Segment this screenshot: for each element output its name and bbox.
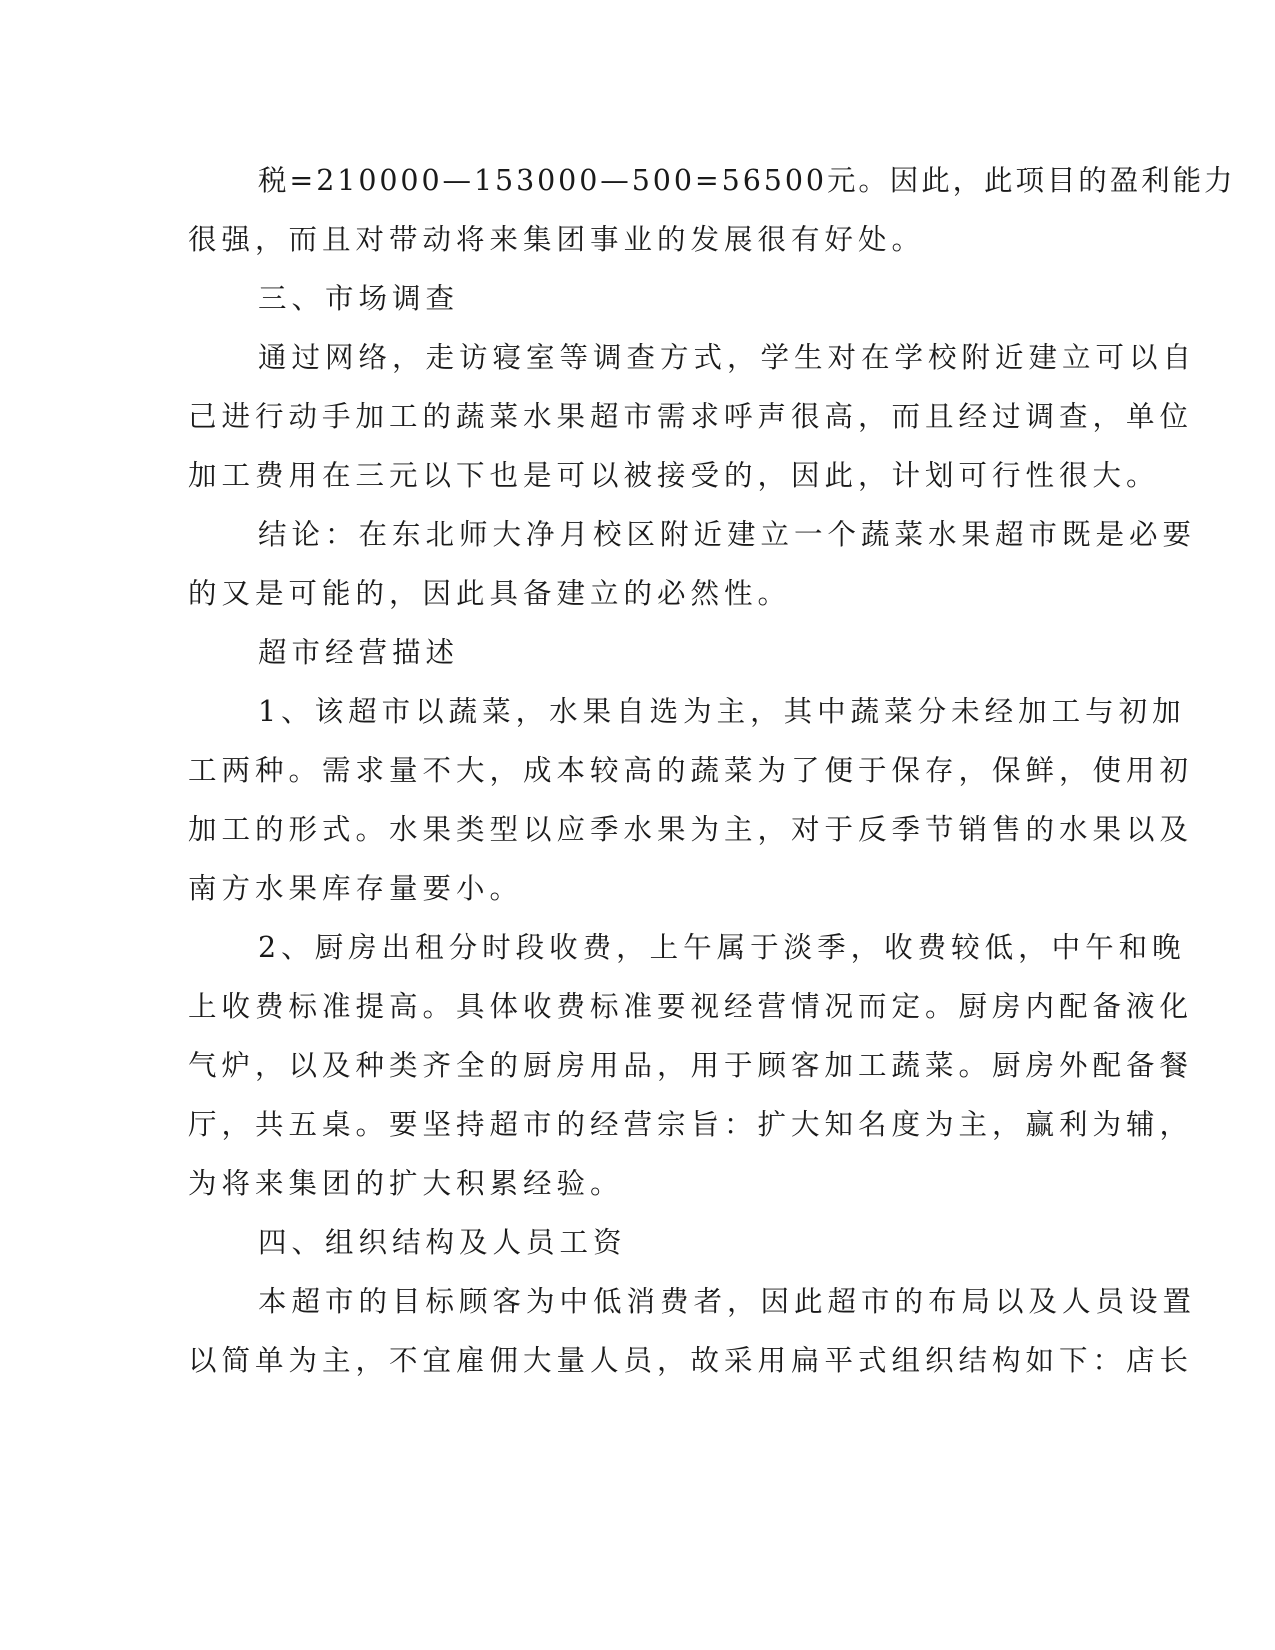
section-heading: 四、组织结构及人员工资: [258, 1226, 627, 1259]
section-heading: 超市经营描述: [258, 636, 460, 669]
paragraph-line: 南方水果库存量要小。: [188, 872, 524, 905]
paragraph-line: 本超市的目标顾客为中低消费者，因此超市的布局以及人员设置: [258, 1285, 1197, 1318]
paragraph-line: 税=210000—153000—500=56500元。因此，此项目的盈利能力: [258, 164, 1236, 197]
paragraph-line: 以简单为主，不宜雇佣大量人员，故采用扁平式组织结构如下：店长: [188, 1344, 1194, 1377]
paragraph-line: 很强，而且对带动将来集团事业的发展很有好处。: [188, 223, 926, 256]
paragraph-line: 1、该超市以蔬菜，水果自选为主，其中蔬菜分未经加工与初加: [258, 695, 1186, 728]
paragraph-line: 工两种。需求量不大，成本较高的蔬菜为了便于保存，保鲜，使用初: [188, 754, 1194, 787]
paragraph-line: 2、厨房出租分时段收费，上午属于淡季，收费较低，中午和晚: [258, 931, 1186, 964]
paragraph-line: 加工费用在三元以下也是可以被接受的，因此，计划可行性很大。: [188, 459, 1160, 492]
paragraph-line: 结论：在东北师大净月校区附近建立一个蔬菜水果超市既是必要: [258, 518, 1197, 551]
paragraph-line: 的又是可能的，因此具备建立的必然性。: [188, 577, 792, 610]
paragraph-line: 气炉，以及种类齐全的厨房用品，用于顾客加工蔬菜。厨房外配备餐: [188, 1049, 1194, 1082]
paragraph-line: 上收费标准提高。具体收费标准要视经营情况而定。厨房内配备液化: [188, 990, 1194, 1023]
paragraph-line: 为将来集团的扩大积累经验。: [188, 1167, 624, 1200]
paragraph-line: 己进行动手加工的蔬菜水果超市需求呼声很高，而且经过调查，单位: [188, 400, 1194, 433]
section-heading: 三、市场调查: [258, 282, 460, 315]
paragraph-line: 加工的形式。水果类型以应季水果为主，对于反季节销售的水果以及: [188, 813, 1194, 846]
paragraph-line: 厅，共五桌。要坚持超市的经营宗旨：扩大知名度为主，赢利为辅，: [188, 1108, 1194, 1141]
paragraph-line: 通过网络，走访寝室等调查方式，学生对在学校附近建立可以自: [258, 341, 1197, 374]
